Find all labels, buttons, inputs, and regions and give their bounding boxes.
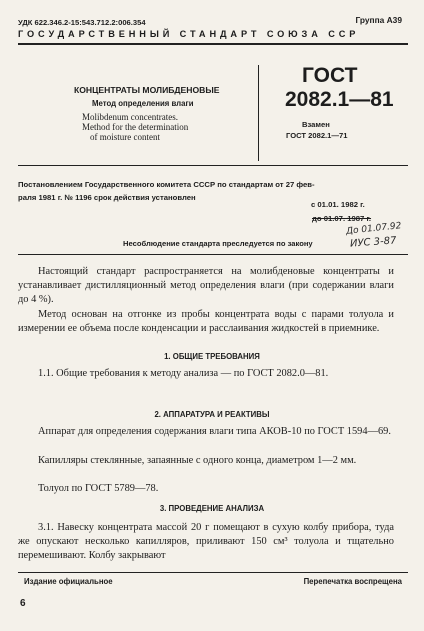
law-warning: Несоблюдение стандарта преследуется по закону [123,239,313,248]
gost-number: 2082.1—81 [285,88,394,111]
title-en-line3: of moisture content [90,132,160,142]
decree-from-date: с 01.01. 1982 г. [311,200,365,209]
replaces-label: Взамен [302,120,330,129]
handwritten-ius: ИУС 3-87 [349,235,397,250]
title-en [82,112,188,142]
replaces-value: ГОСТ 2082.1—71 [286,131,348,140]
standard-banner: ГОСУДАРСТВЕННЫЙ СТАНДАРТ СОЮЗА ССР [18,29,360,39]
page-number: 6 [20,598,26,609]
section-1-paragraph: 1.1. Общие требования к методу анализа — по ГОСТ 2082.0—81. [38,368,329,379]
header-rule [18,43,408,45]
handwritten-extension: До 01.07.92 [345,221,402,237]
section-2-heading: 2. АППАРАТУРА И РЕАКТИВЫ [154,410,270,419]
section-2-paragraph-3: Толуол по ГОСТ 5789—78. [38,483,159,494]
reprint-notice: Перепечатка воспрещена [303,577,402,586]
group-code: Группа А39 [355,15,402,25]
section-3-paragraph: 3.1. Навеску концентрата массой 20 г помещают в сухую колбу прибора, туда же опускают несколько капилляров, приливают 150 см³ толуола и тщательно перемешивают. Колбу закрывают [18,522,394,562]
udk-code: УДК 622.346.2-15:543.712.2:006.354 [18,18,146,27]
section-2-paragraph-1: Аппарат для определения содержания влаги типа АКОВ-10 по ГОСТ 1594—69. [38,426,391,437]
title-en-line2: Method for the determination [82,122,189,132]
section-2-paragraph-2: Капилляры стеклянные, запаянные с одного конца, диаметром 1—2 мм. [38,455,357,466]
decree-line1: Постановлением Государственного комитета СССР по стандартам от 27 фев- [18,180,315,189]
decree-to-date: до 01.07. 1987 г. [312,214,372,223]
title-rule [18,165,408,166]
title-ru: КОНЦЕНТРАТЫ МОЛИБДЕНОВЫЕ [74,85,220,95]
official-edition: Издание официальное [24,577,113,586]
intro-paragraph: Настоящий стандарт распространяется на молибденовые концентраты и устанавливает дистилляционный метод определения влаги (при содержании влаги до 4 %). [18,266,394,306]
method-paragraph: Метод основан на отгонке из пробы концентрата воды с парами толуола и измерении ее объема после конденсации и расслаивания жидкостей в приемнике. [18,309,394,335]
subtitle-ru: Метод определения влаги [92,99,194,108]
gost-label: ГОСТ [302,64,358,87]
section-1-heading: 1. ОБЩИЕ ТРЕБОВАНИЯ [164,352,260,361]
section-3-heading: 3. ПРОВЕДЕНИЕ АНАЛИЗА [159,504,265,513]
decree-line2: раля 1981 г. № 1196 срок действия установлен [18,193,196,202]
title-en-line1: Molibdenum concentrates. [82,112,178,122]
footer-rule [18,572,408,573]
title-divider [258,65,259,161]
decree-rule [18,254,408,255]
